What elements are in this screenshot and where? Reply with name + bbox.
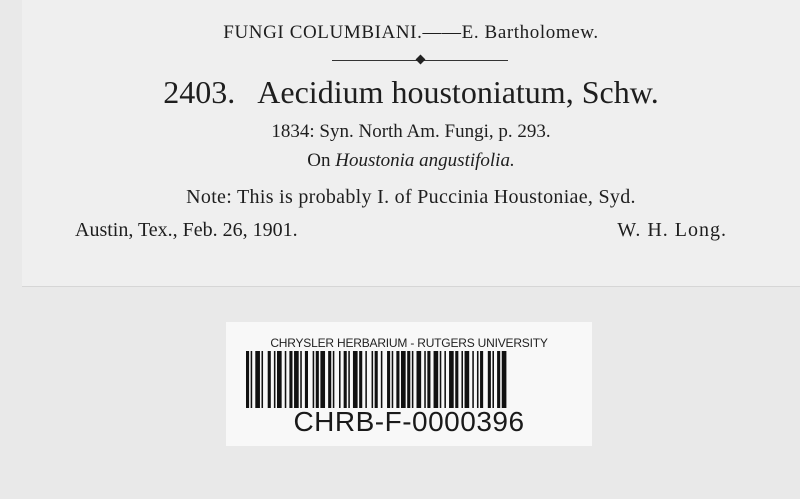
barcode-bar [401, 351, 406, 408]
barcode-bar [502, 351, 507, 408]
label-header [22, 22, 800, 44]
barcode-bar [359, 351, 362, 408]
specimen-id: CHRB-F-0000396 [293, 406, 525, 437]
barcode-bar [480, 351, 483, 408]
barcode-bar [344, 351, 347, 408]
barcode-bar [407, 351, 410, 408]
barcode-bar [339, 351, 341, 408]
barcode-bar [492, 351, 494, 408]
barcode-bar [392, 351, 394, 408]
barcode-bar [424, 351, 426, 408]
barcode-bar [477, 351, 479, 408]
barcode-bar [488, 351, 491, 408]
barcode-bar [412, 351, 414, 408]
barcode-bar [381, 351, 383, 408]
barcode-bar [251, 351, 253, 408]
barcode-bar [497, 351, 500, 408]
barcode-bar [449, 351, 454, 408]
barcode-bar [387, 351, 390, 408]
barcode-bar [305, 351, 308, 408]
barcode-bar [316, 351, 319, 408]
barcode-icon [246, 351, 572, 408]
barcode-bar [353, 351, 358, 408]
barcode-bar [285, 351, 287, 408]
barcode-bar [289, 351, 292, 408]
note-text: Note: This is probably I. of Puccinia Houstoniae, Syd. [186, 186, 636, 208]
institution-name: CHRYSLER HERBARIUM - RUTGERS UNIVERSITY [270, 336, 548, 350]
barcode-bar [465, 351, 470, 408]
header-dash: —— [422, 22, 462, 43]
barcode-bar [246, 351, 249, 408]
specimen-label [22, 0, 800, 287]
barcode-bar [427, 351, 430, 408]
barcode-bar [472, 351, 474, 408]
host-name: Houstonia angustifolia. [335, 150, 515, 171]
barcode-bar [300, 351, 302, 408]
taxon-title [22, 74, 800, 111]
taxon-name: Aecidium houstoniatum, Schw. [257, 74, 659, 110]
collector-name: W. H. Long. [617, 219, 727, 241]
barcode-bar [455, 351, 458, 408]
barcode-bar [294, 351, 299, 408]
barcode-bar [434, 351, 439, 408]
exsiccata-number: 2403. [163, 74, 236, 110]
barcode-bar [440, 351, 442, 408]
barcode-label [226, 322, 592, 446]
locality-date: Austin, Tex., Feb. 26, 1901. [75, 219, 298, 241]
publication-reference: 1834: Syn. North Am. Fungi, p. 293. [271, 121, 551, 142]
diamond-ornament-icon [416, 55, 426, 65]
barcode-bar [372, 351, 374, 408]
ornamental-divider [332, 60, 508, 62]
barcode-bar [268, 351, 271, 408]
barcode-bar [320, 351, 325, 408]
barcode-bar [313, 351, 315, 408]
barcode-bar [365, 351, 367, 408]
barcode-bar [396, 351, 399, 408]
barcode-bar [348, 351, 350, 408]
host-prefix: On [307, 150, 331, 171]
barcode-bar [255, 351, 260, 408]
barcode-bar [444, 351, 446, 408]
barcode-bar [375, 351, 378, 408]
editor-name: E. Bartholomew. [461, 22, 599, 43]
barcode-bar [274, 351, 276, 408]
barcode-bar [417, 351, 422, 408]
barcode-bar [277, 351, 282, 408]
host-line [22, 150, 800, 172]
barcode-bar [333, 351, 335, 408]
barcode-bar [328, 351, 331, 408]
series-title: FUNGI COLUMBIANI. [223, 22, 423, 43]
barcode-bar [461, 351, 463, 408]
barcode-bar [262, 351, 264, 408]
